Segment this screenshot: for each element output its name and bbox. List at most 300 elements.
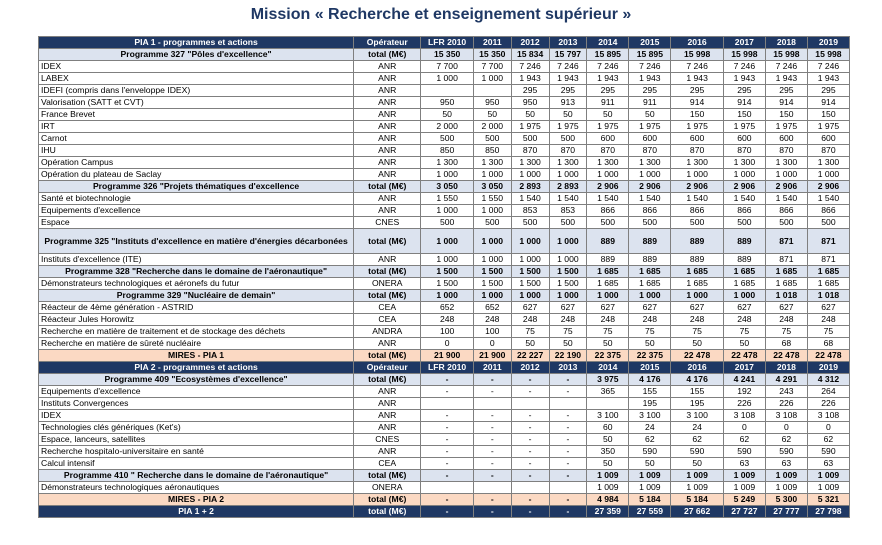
value-cell: 248 xyxy=(807,314,849,326)
column-header: 2019 xyxy=(807,37,849,49)
value-cell: 889 xyxy=(723,229,765,254)
value-cell: 870 xyxy=(511,145,549,157)
row-label: Valorisation (SATT et CVT) xyxy=(39,97,354,109)
table-row xyxy=(39,121,850,133)
value-cell: 295 xyxy=(511,85,549,97)
value-cell: 1 300 xyxy=(807,157,849,169)
value-cell: 1 943 xyxy=(511,73,549,85)
operator-cell: CEA xyxy=(354,314,421,326)
value-cell: 264 xyxy=(807,386,849,398)
value-cell: 15 350 xyxy=(421,49,474,61)
value-cell: 3 100 xyxy=(629,410,671,422)
value-cell: 500 xyxy=(587,217,629,229)
value-cell: 590 xyxy=(723,446,765,458)
value-cell: 75 xyxy=(587,326,629,338)
value-cell: 1 943 xyxy=(587,73,629,85)
value-cell: 22 478 xyxy=(723,350,765,362)
operator-cell: ANR xyxy=(354,133,421,145)
column-header: 2015 xyxy=(629,37,671,49)
value-cell: 295 xyxy=(807,85,849,97)
value-cell: 1 300 xyxy=(765,157,807,169)
row-label: LABEX xyxy=(39,73,354,85)
row-label: Espace xyxy=(39,217,354,229)
value-cell: 866 xyxy=(765,205,807,217)
value-cell: 22 478 xyxy=(765,350,807,362)
operator-cell: CEA xyxy=(354,458,421,470)
value-cell: 1 685 xyxy=(765,266,807,278)
value-cell: 7 246 xyxy=(765,61,807,73)
value-cell: 1 685 xyxy=(807,278,849,290)
value-cell: 226 xyxy=(807,398,849,410)
row-label: IDEX xyxy=(39,61,354,73)
value-cell: 1 000 xyxy=(549,229,587,254)
value-cell: 15 350 xyxy=(473,49,511,61)
program-row xyxy=(39,229,850,254)
value-cell: 21 900 xyxy=(421,350,474,362)
value-cell: 590 xyxy=(807,446,849,458)
pia-table xyxy=(38,36,850,518)
row-label: France Brevet xyxy=(39,109,354,121)
value-cell: - xyxy=(511,458,549,470)
value-cell xyxy=(587,398,629,410)
value-cell: - xyxy=(473,374,511,386)
value-cell: 15 834 xyxy=(511,49,549,61)
header-row xyxy=(39,362,850,374)
value-cell xyxy=(549,398,587,410)
value-cell: 950 xyxy=(421,97,474,109)
value-cell: - xyxy=(421,374,474,386)
column-header: 2012 xyxy=(511,37,549,49)
value-cell: 1 685 xyxy=(671,278,724,290)
value-cell: 1 540 xyxy=(629,193,671,205)
value-cell: 1 000 xyxy=(421,169,474,181)
value-cell: 75 xyxy=(629,326,671,338)
value-cell: 27 727 xyxy=(723,506,765,518)
value-cell: 5 300 xyxy=(765,494,807,506)
row-label: IDEX xyxy=(39,410,354,422)
value-cell: 2 906 xyxy=(807,181,849,193)
column-header: 2016 xyxy=(671,37,724,49)
value-cell: 590 xyxy=(629,446,671,458)
value-cell: 1 943 xyxy=(549,73,587,85)
value-cell: 866 xyxy=(807,205,849,217)
table-row xyxy=(39,482,850,494)
value-cell: 1 685 xyxy=(723,266,765,278)
value-cell: 1 000 xyxy=(549,254,587,266)
table-row xyxy=(39,61,850,73)
value-cell: 3 108 xyxy=(765,410,807,422)
table-row xyxy=(39,398,850,410)
value-cell: 15 998 xyxy=(671,49,724,61)
row-label: Espace, lanceurs, satellites xyxy=(39,434,354,446)
value-cell: - xyxy=(473,458,511,470)
column-header: 2018 xyxy=(765,37,807,49)
table-row xyxy=(39,458,850,470)
value-cell: 1 009 xyxy=(671,482,724,494)
value-cell: 500 xyxy=(549,217,587,229)
value-cell: 1 000 xyxy=(671,290,724,302)
value-cell: 853 xyxy=(549,205,587,217)
value-cell: 0 xyxy=(421,338,474,350)
value-cell: - xyxy=(511,494,549,506)
operator-cell: ANR xyxy=(354,121,421,133)
value-cell: 248 xyxy=(511,314,549,326)
value-cell: 889 xyxy=(587,229,629,254)
value-cell: - xyxy=(421,470,474,482)
value-cell: 914 xyxy=(671,97,724,109)
page-title: Mission « Recherche et enseignement supérieur » xyxy=(250,6,632,23)
program-row xyxy=(39,470,850,482)
value-cell: 870 xyxy=(723,145,765,157)
table-row xyxy=(39,157,850,169)
value-cell: 27 559 xyxy=(629,506,671,518)
value-cell: 4 312 xyxy=(807,374,849,386)
value-cell: 1 975 xyxy=(587,121,629,133)
value-cell: 50 xyxy=(549,109,587,121)
value-cell: 2 906 xyxy=(765,181,807,193)
value-cell: 50 xyxy=(671,338,724,350)
value-cell: 295 xyxy=(671,85,724,97)
value-cell: 1 943 xyxy=(723,73,765,85)
value-cell: 1 000 xyxy=(511,169,549,181)
value-cell: 365 xyxy=(587,386,629,398)
value-cell: - xyxy=(473,470,511,482)
value-cell: 68 xyxy=(765,338,807,350)
value-cell: 500 xyxy=(421,217,474,229)
value-cell: 1 500 xyxy=(421,266,474,278)
value-cell: 1 975 xyxy=(671,121,724,133)
value-cell: - xyxy=(511,434,549,446)
value-cell: 7 246 xyxy=(511,61,549,73)
value-cell: 22 190 xyxy=(549,350,587,362)
value-cell: - xyxy=(511,470,549,482)
column-header: 2011 xyxy=(473,362,511,374)
value-cell: 62 xyxy=(807,434,849,446)
value-cell: - xyxy=(511,446,549,458)
value-cell: 590 xyxy=(671,446,724,458)
value-cell: 50 xyxy=(587,338,629,350)
value-cell: 1 943 xyxy=(765,73,807,85)
value-cell: 871 xyxy=(807,229,849,254)
row-label: Programme 409 "Ecosystèmes d'excellence" xyxy=(39,374,354,386)
value-cell: 1 000 xyxy=(511,254,549,266)
value-cell: 1 009 xyxy=(587,470,629,482)
value-cell: 7 700 xyxy=(473,61,511,73)
value-cell: - xyxy=(421,434,474,446)
operator-cell: ANR xyxy=(354,73,421,85)
value-cell: - xyxy=(473,506,511,518)
value-cell: 627 xyxy=(587,302,629,314)
value-cell: 1 685 xyxy=(807,266,849,278)
value-cell: 866 xyxy=(671,205,724,217)
row-label: Recherche en matière de sûreté nucléaire xyxy=(39,338,354,350)
value-cell: 1 000 xyxy=(421,290,474,302)
value-cell: 1 975 xyxy=(511,121,549,133)
value-cell: 1 009 xyxy=(629,482,671,494)
value-cell: - xyxy=(511,506,549,518)
value-cell: 155 xyxy=(629,386,671,398)
value-cell: 1 500 xyxy=(549,278,587,290)
row-label: Instituts d'excellence (ITE) xyxy=(39,254,354,266)
value-cell: 22 375 xyxy=(587,350,629,362)
value-cell: 1 540 xyxy=(807,193,849,205)
value-cell: 295 xyxy=(765,85,807,97)
table-row xyxy=(39,73,850,85)
value-cell: 870 xyxy=(549,145,587,157)
value-cell: 62 xyxy=(671,434,724,446)
value-cell: - xyxy=(549,446,587,458)
value-cell: 1 000 xyxy=(723,169,765,181)
value-cell: 150 xyxy=(765,109,807,121)
value-cell: 627 xyxy=(549,302,587,314)
value-cell: 0 xyxy=(723,422,765,434)
column-header: Opérateur xyxy=(354,362,421,374)
value-cell: 50 xyxy=(473,109,511,121)
operator-cell: total (M€) xyxy=(354,290,421,302)
value-cell: - xyxy=(421,458,474,470)
value-cell: 870 xyxy=(629,145,671,157)
value-cell: 1 975 xyxy=(629,121,671,133)
value-cell: - xyxy=(549,506,587,518)
value-cell: 15 797 xyxy=(549,49,587,61)
value-cell: 27 777 xyxy=(765,506,807,518)
value-cell: 1 685 xyxy=(765,278,807,290)
value-cell: 627 xyxy=(511,302,549,314)
column-header: 2015 xyxy=(629,362,671,374)
value-cell: 5 184 xyxy=(671,494,724,506)
grand-total-row xyxy=(39,506,850,518)
operator-cell: ONERA xyxy=(354,482,421,494)
value-cell: - xyxy=(421,506,474,518)
value-cell: 913 xyxy=(549,97,587,109)
value-cell: 1 000 xyxy=(549,169,587,181)
value-cell: 0 xyxy=(807,422,849,434)
row-label: Recherche hospitalo-universitaire en santé xyxy=(39,446,354,458)
value-cell xyxy=(473,398,511,410)
value-cell: 226 xyxy=(723,398,765,410)
row-label: MIRES - PIA 2 xyxy=(39,494,354,506)
value-cell: 1 000 xyxy=(511,290,549,302)
table-row xyxy=(39,254,850,266)
value-cell: 914 xyxy=(807,97,849,109)
value-cell: 627 xyxy=(807,302,849,314)
value-cell: 1 000 xyxy=(723,290,765,302)
value-cell: 1 018 xyxy=(807,290,849,302)
value-cell: 600 xyxy=(765,133,807,145)
value-cell: - xyxy=(549,470,587,482)
value-cell: 195 xyxy=(671,398,724,410)
value-cell: 248 xyxy=(587,314,629,326)
value-cell: 1 000 xyxy=(629,169,671,181)
value-cell: 1 500 xyxy=(511,266,549,278)
table-row xyxy=(39,302,850,314)
operator-cell: ONERA xyxy=(354,278,421,290)
value-cell: 295 xyxy=(629,85,671,97)
value-cell: 1 000 xyxy=(473,254,511,266)
operator-cell: ANR xyxy=(354,97,421,109)
value-cell: 0 xyxy=(765,422,807,434)
value-cell: 50 xyxy=(629,109,671,121)
value-cell: 500 xyxy=(765,217,807,229)
value-cell: - xyxy=(511,374,549,386)
value-cell: 3 100 xyxy=(671,410,724,422)
value-cell: 15 998 xyxy=(723,49,765,61)
value-cell: 75 xyxy=(549,326,587,338)
value-cell: 1 009 xyxy=(723,470,765,482)
value-cell: 75 xyxy=(807,326,849,338)
value-cell: 248 xyxy=(671,314,724,326)
operator-cell: ANR xyxy=(354,386,421,398)
value-cell: 1 000 xyxy=(421,73,474,85)
table-row xyxy=(39,278,850,290)
value-cell: 1 009 xyxy=(807,482,849,494)
value-cell: 1 000 xyxy=(629,290,671,302)
value-cell: 2 906 xyxy=(629,181,671,193)
value-cell: 7 246 xyxy=(723,61,765,73)
value-cell: 4 176 xyxy=(671,374,724,386)
value-cell: 63 xyxy=(765,458,807,470)
value-cell: 3 108 xyxy=(723,410,765,422)
value-cell: 5 321 xyxy=(807,494,849,506)
value-cell: 1 000 xyxy=(421,229,474,254)
value-cell xyxy=(473,482,511,494)
value-cell: 3 050 xyxy=(421,181,474,193)
value-cell: 1 000 xyxy=(473,205,511,217)
value-cell: 600 xyxy=(671,133,724,145)
row-label: Opération du plateau de Saclay xyxy=(39,169,354,181)
row-label: Calcul intensif xyxy=(39,458,354,470)
value-cell: 248 xyxy=(629,314,671,326)
value-cell: 62 xyxy=(629,434,671,446)
column-header: 2014 xyxy=(587,362,629,374)
row-label: Santé et biotechnologie xyxy=(39,193,354,205)
program-row xyxy=(39,266,850,278)
value-cell: 911 xyxy=(587,97,629,109)
operator-cell: ANR xyxy=(354,145,421,157)
value-cell xyxy=(421,482,474,494)
value-cell: 75 xyxy=(765,326,807,338)
value-cell: 627 xyxy=(629,302,671,314)
value-cell: 4 176 xyxy=(629,374,671,386)
row-label: Démonstrateurs technologiques aéronautiques xyxy=(39,482,354,494)
table-row xyxy=(39,109,850,121)
value-cell: 1 000 xyxy=(511,229,549,254)
value-cell: 870 xyxy=(587,145,629,157)
value-cell: - xyxy=(421,422,474,434)
value-cell: 500 xyxy=(671,217,724,229)
value-cell: 1 540 xyxy=(723,193,765,205)
value-cell: 914 xyxy=(723,97,765,109)
value-cell: 248 xyxy=(723,314,765,326)
row-label: MIRES - PIA 1 xyxy=(39,350,354,362)
value-cell: 150 xyxy=(807,109,849,121)
value-cell: 248 xyxy=(473,314,511,326)
row-label: Programme 325 "Instituts d'excellence en matière d'énergies décarbonées xyxy=(39,229,354,254)
value-cell: 1 300 xyxy=(629,157,671,169)
value-cell: 1 500 xyxy=(473,278,511,290)
value-cell: 1 500 xyxy=(473,266,511,278)
value-cell: 63 xyxy=(723,458,765,470)
operator-cell: ANR xyxy=(354,61,421,73)
value-cell: 248 xyxy=(549,314,587,326)
value-cell: 652 xyxy=(421,302,474,314)
column-header: PIA 1 - programmes et actions xyxy=(39,37,354,49)
value-cell: - xyxy=(421,446,474,458)
value-cell: - xyxy=(473,422,511,434)
value-cell: 1 500 xyxy=(421,278,474,290)
table-row xyxy=(39,410,850,422)
subtotal-row xyxy=(39,494,850,506)
column-header: 2013 xyxy=(549,37,587,49)
value-cell: 50 xyxy=(629,458,671,470)
value-cell: 248 xyxy=(765,314,807,326)
value-cell: 870 xyxy=(765,145,807,157)
value-cell: 226 xyxy=(765,398,807,410)
value-cell: 22 227 xyxy=(511,350,549,362)
value-cell: 27 662 xyxy=(671,506,724,518)
value-cell: - xyxy=(511,422,549,434)
value-cell: 1 000 xyxy=(473,169,511,181)
row-label: IDEFI (compris dans l'enveloppe IDEX) xyxy=(39,85,354,97)
value-cell: 50 xyxy=(421,109,474,121)
operator-cell: total (M€) xyxy=(354,266,421,278)
header-row xyxy=(39,37,850,49)
value-cell: 500 xyxy=(473,133,511,145)
program-row xyxy=(39,181,850,193)
value-cell: 1 540 xyxy=(671,193,724,205)
value-cell: 1 943 xyxy=(671,73,724,85)
value-cell: 2 893 xyxy=(549,181,587,193)
value-cell: 1 540 xyxy=(549,193,587,205)
value-cell: 7 246 xyxy=(549,61,587,73)
value-cell: 1 009 xyxy=(671,470,724,482)
value-cell: 350 xyxy=(587,446,629,458)
value-cell: 1 000 xyxy=(473,290,511,302)
value-cell: - xyxy=(421,386,474,398)
value-cell: 100 xyxy=(421,326,474,338)
value-cell: 1 300 xyxy=(473,157,511,169)
value-cell: 889 xyxy=(671,254,724,266)
value-cell: 600 xyxy=(587,133,629,145)
row-label: Programme 329 "Nucléaire de demain" xyxy=(39,290,354,302)
value-cell: 50 xyxy=(549,338,587,350)
operator-cell: ANR xyxy=(354,254,421,266)
column-header: 2014 xyxy=(587,37,629,49)
value-cell: 500 xyxy=(807,217,849,229)
value-cell: 50 xyxy=(511,109,549,121)
value-cell: 590 xyxy=(765,446,807,458)
operator-cell: ANR xyxy=(354,410,421,422)
value-cell: 295 xyxy=(549,85,587,97)
column-header: LFR 2010 xyxy=(421,362,474,374)
value-cell: 627 xyxy=(765,302,807,314)
value-cell: 50 xyxy=(511,338,549,350)
value-cell: 871 xyxy=(765,229,807,254)
value-cell: 22 375 xyxy=(629,350,671,362)
value-cell: 22 478 xyxy=(671,350,724,362)
value-cell: 1 018 xyxy=(765,290,807,302)
value-cell: 75 xyxy=(511,326,549,338)
value-cell: 1 975 xyxy=(807,121,849,133)
column-header: LFR 2010 xyxy=(421,37,474,49)
value-cell: 2 000 xyxy=(421,121,474,133)
value-cell: 1 943 xyxy=(807,73,849,85)
row-label: Réacteur Jules Horowitz xyxy=(39,314,354,326)
program-row xyxy=(39,49,850,61)
value-cell: 1 300 xyxy=(723,157,765,169)
table-row xyxy=(39,386,850,398)
value-cell: 100 xyxy=(473,326,511,338)
